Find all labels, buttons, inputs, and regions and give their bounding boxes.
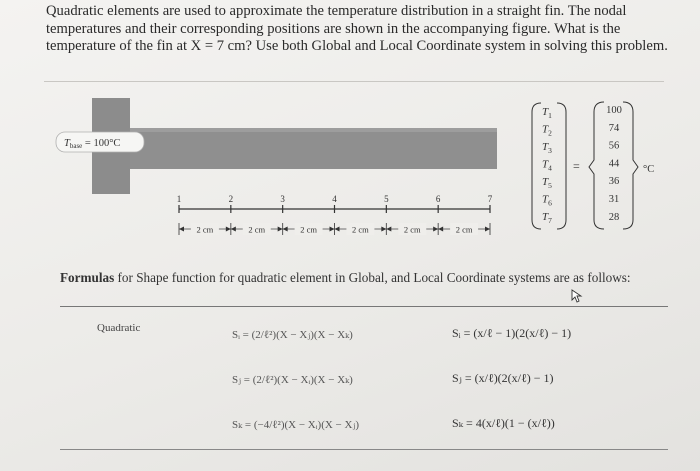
spacing-label: 2 cm [248, 224, 266, 235]
temperature-variable: $T_1$ [542, 106, 552, 120]
temperature-variable: $T_5$ [542, 176, 552, 190]
arrow-head-left [283, 227, 288, 232]
temperature-variable: $T_3$ [542, 141, 552, 155]
arrow-head-left [386, 227, 391, 232]
node-number: 2 [228, 194, 234, 204]
spacing-label: 2 cm [403, 224, 421, 235]
fin-bar [130, 128, 497, 169]
arrow-head-left [231, 227, 236, 232]
global-shape-function-i: Sᵢ = (2/ℓ²)(X − Xⱼ)(X − Xₖ) [232, 329, 353, 341]
divider [60, 449, 668, 450]
global-shape-function-k: Sₖ = (−4/ℓ²)(X − Xᵢ)(X − Xⱼ) [232, 419, 360, 431]
local-shape-function-j: Sⱼ = (x/ℓ)(2(x/ℓ) − 1) [452, 371, 554, 385]
node-number: 3 [280, 194, 285, 204]
temperature-variables [542, 106, 552, 225]
arrow-head-right [330, 227, 335, 232]
spacing-label: 2 cm [455, 224, 473, 235]
temperature-values [606, 105, 622, 223]
right-brace-open [589, 102, 604, 229]
arrow-head-right [433, 227, 438, 232]
problem-statement: Quadratic elements are used to approximate the temperature distribution in a straight fin. The nodal temperatures and their corresponding positions are shown in the accompanying figure. What is the temperature of the fin at X = 7 cm? Use both Global and Local Coordinate system in solving this problem. [46, 3, 668, 54]
temperature-value: 44 [608, 158, 620, 170]
quadratic-label: Quadratic [97, 322, 141, 334]
arrow-head-left [179, 227, 184, 232]
node-number: 7 [487, 194, 493, 204]
base-temp-label: Tbase = 100°C [64, 138, 121, 150]
temperature-value: 56 [608, 140, 620, 152]
node-number: 5 [384, 194, 389, 204]
temperature-value: 74 [608, 122, 620, 134]
left-brace-close [557, 103, 566, 229]
arrow-head-left [335, 227, 340, 232]
temperature-variable: $T_4$ [542, 158, 552, 173]
arrow-head-left [438, 227, 443, 232]
temperature-variable: $T_2$ [542, 123, 552, 138]
divider [60, 306, 668, 307]
temperature-variable: $T_7$ [542, 211, 552, 225]
node-number: 4 [332, 194, 337, 204]
temperature-value: 36 [608, 176, 620, 188]
temperature-variable: $T_6$ [542, 193, 552, 208]
left-brace-open [532, 103, 541, 229]
temperature-value: 28 [608, 211, 620, 223]
spacing-label: 2 cm [196, 224, 214, 235]
arrow-head-right [226, 227, 231, 232]
unit-label: °C [643, 164, 655, 175]
formulas-heading: Formulas for Shape function for quadratic element in Global, and Local Coordinate systems are as follows: [60, 270, 631, 285]
node-number: 6 [435, 194, 441, 204]
node-labels [177, 194, 493, 204]
arrow-head-right [381, 227, 386, 232]
right-brace-close [623, 102, 638, 229]
local-shape-function-i: Sᵢ = (x/ℓ − 1)(2(x/ℓ) − 1) [452, 326, 572, 340]
arrow-head-right [278, 227, 283, 232]
temperature-value: 31 [608, 194, 620, 205]
equals-sign: = [573, 159, 580, 173]
global-shape-function-j: Sⱼ = (2/ℓ²)(X − Xᵢ)(X − Xₖ) [232, 374, 353, 386]
cursor-icon [571, 289, 583, 303]
node-number: 1 [176, 194, 182, 204]
arrow-head-right [485, 227, 490, 232]
temperature-value: 100 [606, 105, 622, 116]
spacing-label: 2 cm [300, 224, 317, 235]
local-shape-function-k: Sₖ = 4(x/ℓ)(1 − (x/ℓ)) [452, 416, 555, 430]
spacing-label: 2 cm [352, 224, 369, 235]
